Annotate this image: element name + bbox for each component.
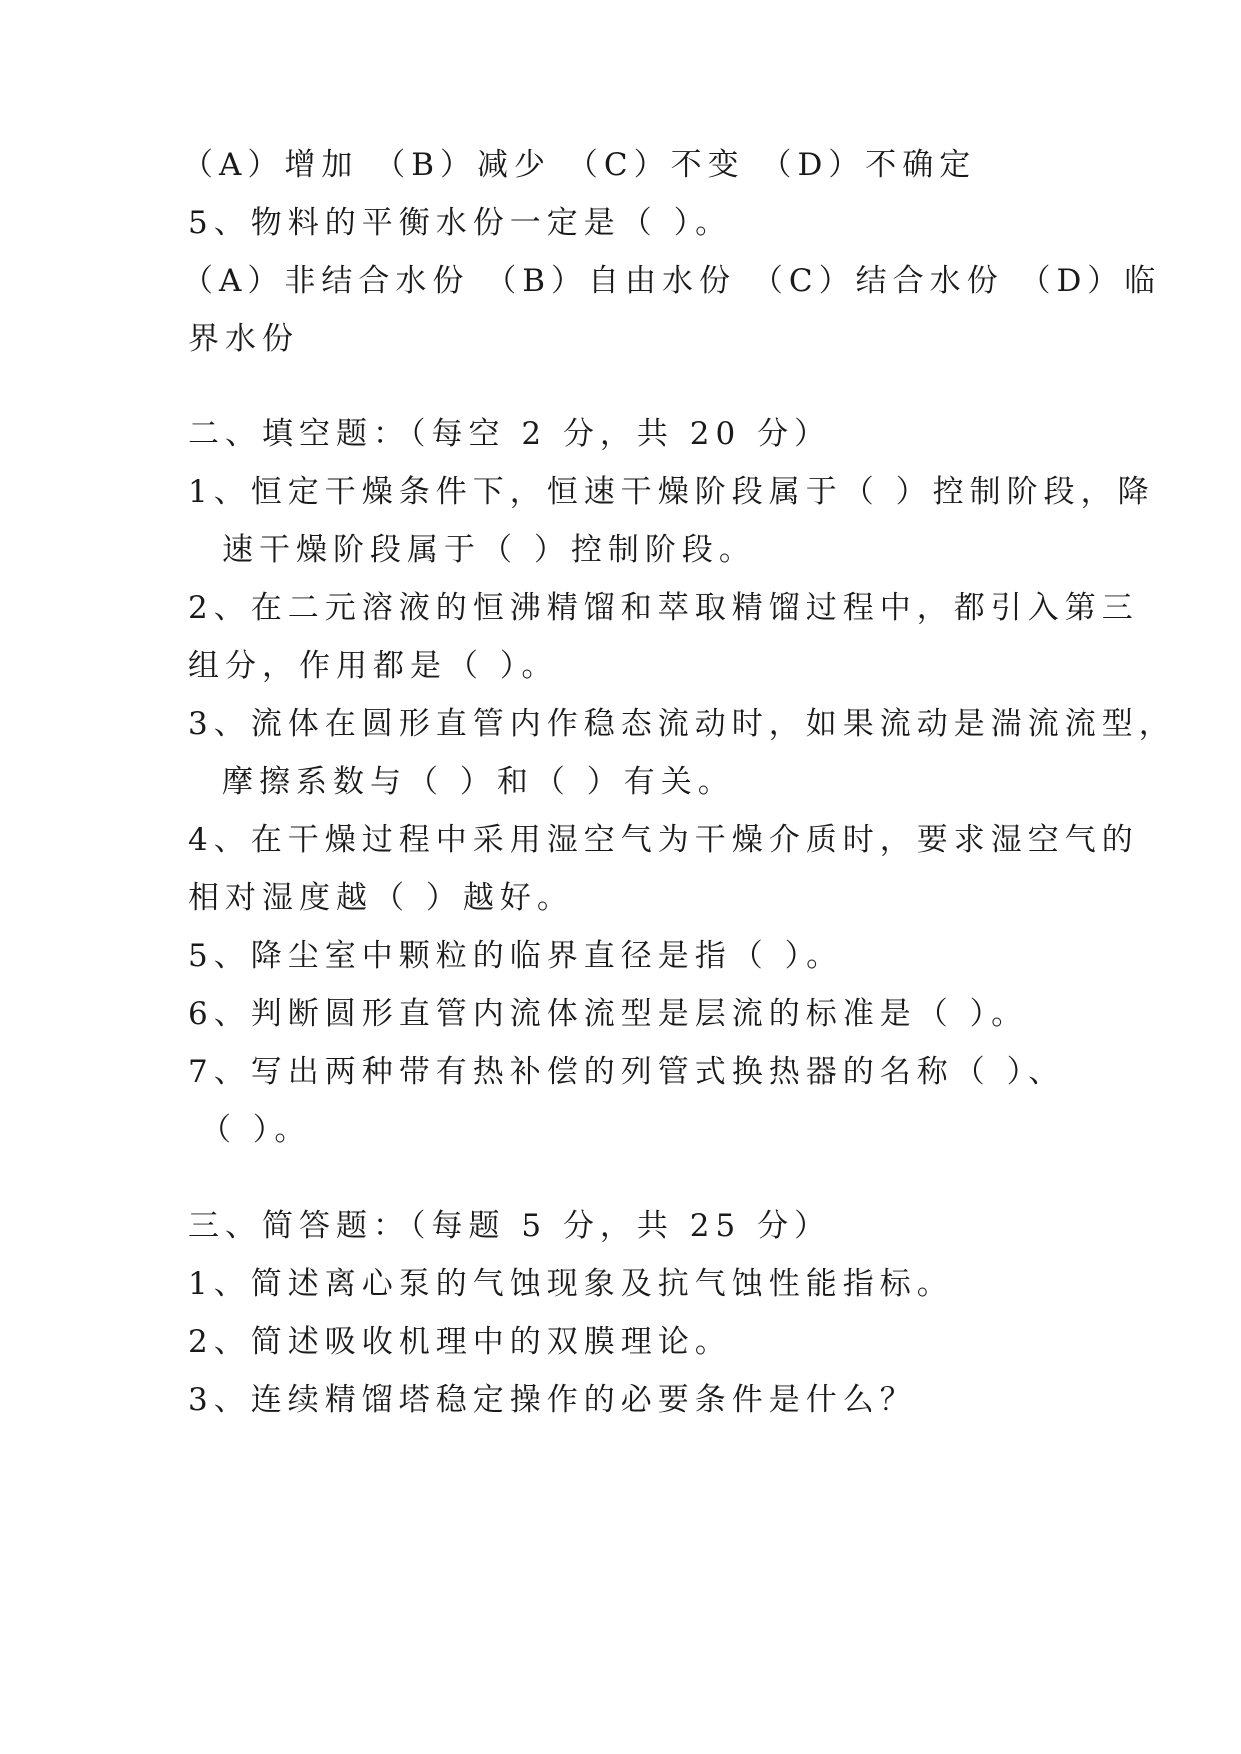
s2-question-3-continued: 摩擦系数与（ ）和（ ）有关。 — [222, 764, 735, 800]
s2-question-6: 6、判断圆形直管内流体流型是层流的标准是（ ）。 — [188, 996, 1029, 1032]
s2-question-5: 5、降尘室中颗粒的临界直径是指（ ）。 — [188, 938, 844, 974]
s3-question-3: 3、连续精馏塔稳定操作的必要条件是什么？ — [188, 1382, 917, 1418]
s3-question-2: 2、简述吸收机理中的双膜理论。 — [188, 1324, 732, 1360]
s2-question-7-continued: （ ）。 — [200, 1112, 312, 1148]
q5-options: （A）非结合水份 （B）自由水份 （C）结合水份 （D）临 — [182, 263, 1162, 299]
s2-question-4: 4、在干燥过程中采用湿空气为干燥介质时，要求湿空气的 — [188, 822, 1139, 858]
s3-question-1: 1、简述离心泵的气蚀现象及抗气蚀性能指标。 — [188, 1266, 954, 1302]
s2-question-2: 2、在二元溶液的恒沸精馏和萃取精馏过程中，都引入第三 — [188, 590, 1139, 626]
s2-question-4-continued: 相对湿度越（ ）越好。 — [188, 880, 574, 916]
section-3-title: 三、简答题：（每题 5 分，共 25 分） — [188, 1208, 832, 1244]
s2-question-7: 7、写出两种带有热补偿的列管式换热器的名称（ ）、 — [188, 1054, 1066, 1090]
s2-question-3: 3、流体在圆形直管内作稳态流动时，如果流动是湍流流型， — [188, 706, 1176, 742]
s2-question-1: 1、恒定干燥条件下，恒速干燥阶段属于（ ）控制阶段，降 — [188, 474, 1155, 510]
q5-options-continued: 界水份 — [188, 321, 299, 357]
q5-question: 5、物料的平衡水份一定是（ ）。 — [188, 205, 733, 241]
q4-options: （A）增加 （B）减少 （C）不变 （D）不确定 — [182, 147, 977, 183]
s2-question-1-continued: 速干燥阶段属于（ ）控制阶段。 — [222, 532, 756, 568]
section-2-title: 二、填空题：（每空 2 分，共 20 分） — [188, 416, 832, 452]
s2-question-2-continued: 组分，作用都是（ ）。 — [188, 648, 559, 684]
